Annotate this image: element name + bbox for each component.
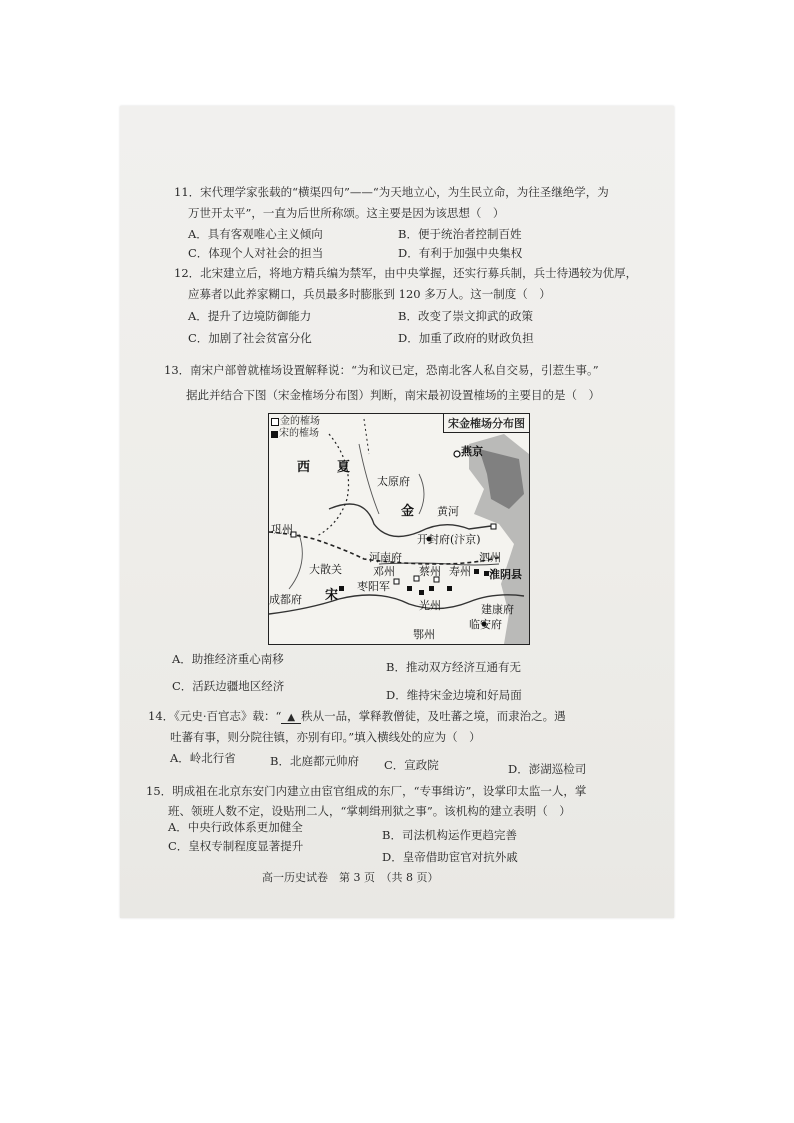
q13-stem-line2: 据此并结合下图（宋金榷场分布图）判断，南宋最初设置榷场的主要目的是（ ） bbox=[186, 388, 600, 402]
xia-jin-border bbox=[317, 434, 349, 536]
northern-border bbox=[364, 419, 369, 454]
q14-option-a: A．岭北行省 bbox=[170, 751, 236, 765]
legend-jin: 金的榷场 bbox=[271, 416, 320, 428]
q11-option-c: C．体现个人对社会的担当 bbox=[188, 246, 324, 260]
q15-option-b: B．司法机构运作更趋完善 bbox=[382, 828, 517, 842]
q14-option-b: B．北庭都元帅府 bbox=[270, 754, 359, 768]
jin-trade-site bbox=[394, 579, 399, 584]
q15-stem-line2: 班、领班人数不定，设贴刑二人，“掌刺缉刑狱之事”。该机构的建立表明（ ） bbox=[168, 804, 571, 818]
q12-option-a: A．提升了边境防御能力 bbox=[188, 309, 312, 323]
label-song: 宋 bbox=[325, 588, 339, 603]
q13-stem-line1: 13．南宋户部曾就榷场设置解释说：“为和议已定，恐南北客人私自交易，引惹生事。” bbox=[164, 363, 599, 377]
label-jiankang: 建康府 bbox=[481, 603, 514, 616]
label-chengdu: 成都府 bbox=[269, 593, 302, 606]
open-square-icon bbox=[271, 418, 279, 426]
q14-stem-pre: 14．《元史·百官志》载：“ bbox=[148, 709, 282, 723]
q13-option-b: B．推动双方经济互通有无 bbox=[386, 660, 521, 674]
label-jin: 金 bbox=[401, 504, 415, 519]
label-xi: 西 bbox=[297, 460, 311, 475]
q14-option-c: C．宣政院 bbox=[384, 758, 439, 772]
q11-option-b: B．便于统治者控制百姓 bbox=[398, 227, 522, 241]
label-yanjing: 燕京 bbox=[461, 445, 483, 458]
song-trade-site bbox=[419, 590, 424, 595]
label-xia: 夏 bbox=[337, 460, 351, 475]
q12-stem-line1: 12．北宋建立后，将地方精兵编为禁军，由中央掌握，还实行募兵制，兵士待遇较为优厚， bbox=[174, 266, 638, 280]
label-huanghe: 黄河 bbox=[437, 505, 459, 518]
yanjing-marker bbox=[454, 451, 460, 457]
q13-option-c: C．活跃边疆地区经济 bbox=[172, 679, 285, 693]
page-footer: 高一历史试卷 第 3 页 （共 8 页） bbox=[262, 871, 439, 884]
q14-stem-post: 秩从一品，掌释教僧徒，及吐蕃之境，而隶治之。遇 bbox=[301, 709, 566, 723]
q15-option-d: D．皇帝借助宦官对抗外戚 bbox=[382, 850, 518, 864]
song-trade-site bbox=[339, 586, 344, 591]
q11-stem-line1: 11．宋代理学家张载的“横渠四句”——“为天地立心，为生民立命，为往圣继绝学，为 bbox=[174, 185, 609, 199]
q14-option-d: D．澎湖巡检司 bbox=[508, 762, 587, 776]
q15-option-a: A．中央行政体系更加健全 bbox=[168, 820, 303, 834]
label-taiyuan: 太原府 bbox=[377, 475, 410, 488]
q12-option-c: C．加剧了社会贫富分化 bbox=[188, 331, 312, 345]
q14-blank: ▲ bbox=[281, 712, 301, 724]
label-kaifeng: 开封府(汴京) bbox=[417, 533, 481, 546]
q12-stem-line2: 应募者以此养家糊口，兵员最多时膨胀到 120 多万人。这一制度（ ） bbox=[188, 287, 551, 301]
q12-option-b: B．改变了崇文抑武的政策 bbox=[398, 309, 533, 323]
q12-option-d: D．加重了政府的财政负担 bbox=[398, 331, 534, 345]
q14-stem-line1 bbox=[148, 709, 566, 725]
q14-stem-line2: 吐蕃有事，则分院往镇，亦别有印。”填入横线处的应为（ ） bbox=[170, 730, 481, 744]
map-legend bbox=[271, 416, 320, 440]
q13-option-d: D．维持宋金边境和好局面 bbox=[386, 688, 522, 702]
label-ezhou: 鄂州 bbox=[413, 628, 435, 641]
label-caizhou: 蔡州 bbox=[419, 565, 441, 578]
song-trade-site bbox=[447, 586, 452, 591]
q11-option-d: D．有利于加强中央集权 bbox=[398, 246, 523, 260]
label-sizhou: 泗州 bbox=[479, 551, 501, 564]
label-zaoyang: 枣阳军 bbox=[357, 580, 390, 593]
q11-option-a: A．具有客观唯心主义倾向 bbox=[188, 227, 323, 241]
song-jin-trade-map bbox=[268, 413, 530, 645]
label-gongzhou: 巩州 bbox=[271, 523, 293, 536]
song-trade-site bbox=[407, 586, 412, 591]
label-shouzhou: 寿州 bbox=[449, 565, 471, 578]
song-trade-site bbox=[429, 586, 434, 591]
filled-square-icon bbox=[271, 431, 278, 438]
legend-song: 宋的榷场 bbox=[271, 428, 320, 440]
jin-trade-site bbox=[491, 524, 496, 529]
q11-stem-line2: 万世开太平”，一直为后世所称颂。这主要是因为该思想（ ） bbox=[188, 206, 505, 220]
q15-stem-line1: 15．明成祖在北京东安门内建立由宦官组成的东厂，“专事缉访”，设掌印太监一人，掌 bbox=[146, 784, 587, 798]
label-dasanguan: 大散关 bbox=[309, 563, 342, 576]
q15-option-c: C．皇权专制程度显著提升 bbox=[168, 839, 304, 853]
label-linan: 临安府 bbox=[469, 618, 502, 631]
label-guangzhou: 光州 bbox=[419, 599, 441, 612]
map-title: 宋金榷场分布图 bbox=[443, 414, 529, 433]
song-trade-site bbox=[474, 569, 479, 574]
label-henan: 河南府 bbox=[369, 551, 402, 564]
label-dengzhou: 邓州 bbox=[373, 565, 395, 578]
label-huaiyin: 淮阴县 bbox=[489, 568, 522, 581]
exam-page bbox=[120, 106, 674, 918]
q13-option-a: A．助推经济重心南移 bbox=[172, 652, 284, 666]
